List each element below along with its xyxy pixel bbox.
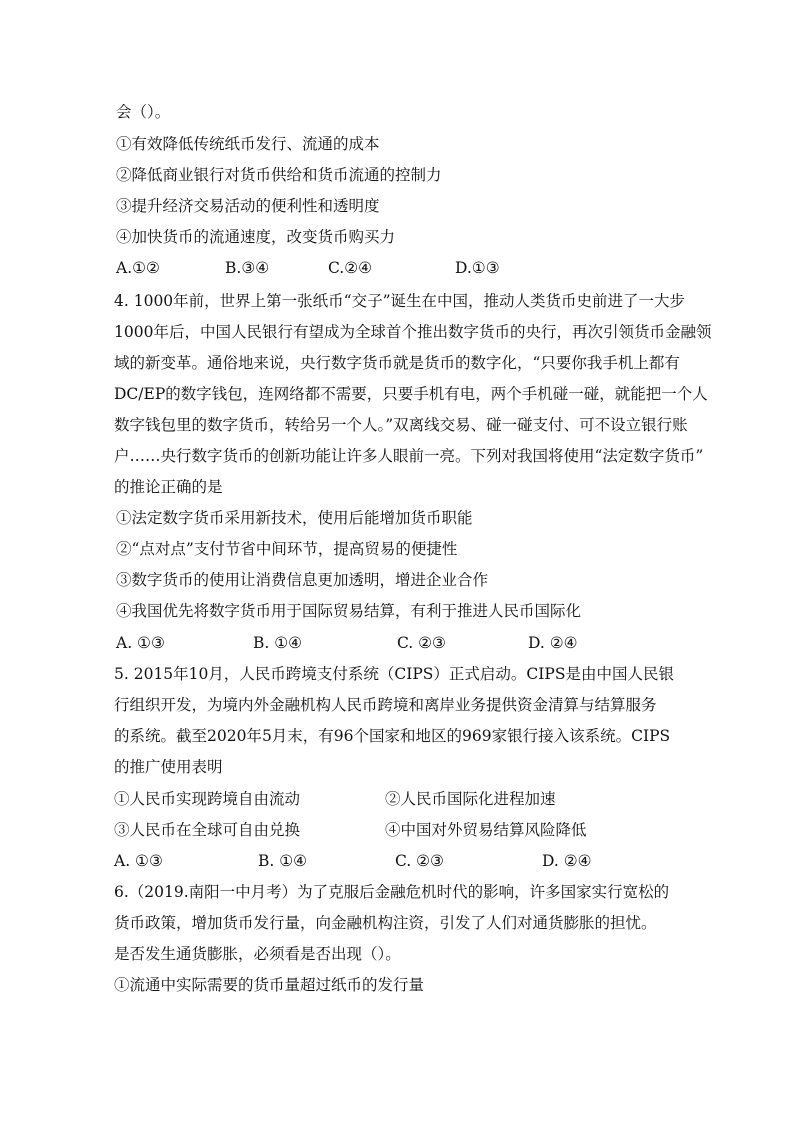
q3-choice-d: D.①③: [455, 259, 500, 277]
q4-choice-b: B. ①④: [253, 634, 303, 652]
q3-stem-tail: 会（）。: [116, 103, 171, 121]
q3-option-1: ①有效降低传统纸币发行、流通的成本: [116, 135, 380, 153]
q4-stem-line-1: 4. 1000年前，世界上第一张纸币“交子”诞生在中国，推动人类货币史前进了一大步: [114, 292, 686, 310]
q3-choice-b: B.③④: [225, 259, 270, 277]
q5-choice-d: D. ②④: [542, 852, 592, 870]
q4-choice-c: C. ②③: [397, 634, 446, 652]
q4-stem-line-4: DC/EP的数字钱包，连网络都不需要，只要手机有电，两个手机碰一碰，就能把一个人: [114, 385, 708, 403]
q4-stem-line-7: 的推论正确的是: [114, 478, 223, 496]
q3-option-3: ③提升经济交易活动的便利性和透明度: [116, 197, 380, 215]
q5-choice-c: C. ②③: [395, 852, 444, 870]
q6-stem-line-1: 6.（2019.南阳一中月考）为了克服后金融危机时代的影响，许多国家实行宽松的: [114, 883, 670, 901]
q4-option-2: ②“点对点”支付节省中间环节，提高贸易的便捷性: [116, 540, 458, 558]
q3-choice-c: C.②④: [328, 259, 373, 277]
q5-stem-line-2: 行组织开发，为境内外金融机构人民币跨境和离岸业务提供资金清算与结算服务: [114, 696, 657, 714]
q6-option-1: ①流通中实际需要的货币量超过纸币的发行量: [114, 976, 425, 994]
q4-stem-line-2: 1000年后，中国人民银行有望成为全球首个推出数字货币的央行，再次引领货币金融领: [114, 323, 712, 341]
q5-choice-b: B. ①④: [258, 852, 308, 870]
q4-stem-line-6: 户……央行数字货币的创新功能让许多人眼前一亮。下列对我国将使用“法定数字货币”: [114, 447, 704, 465]
q4-option-4: ④我国优先将数字货币用于国际贸易结算，有利于推进人民币国际化: [116, 602, 582, 620]
q3-option-4: ④加快货币的流通速度，改变货币购买力: [116, 228, 396, 246]
q5-stem-line-3: 的系统。截至2020年5月末，有96个国家和地区的969家银行接入该系统。CIPS: [114, 727, 671, 745]
q5-option-4: ④中国对外贸易结算风险降低: [385, 821, 587, 839]
q4-stem-line-3: 域的新变革。通俗地来说，央行数字货币就是货币的数字化，“只要你我手机上都有: [114, 354, 680, 372]
q5-choice-a: A. ①③: [114, 852, 163, 870]
q5-stem-line-1: 5. 2015年10月，人民币跨境支付系统（CIPS）正式启动。CIPS是由中国人民银: [114, 665, 674, 683]
q4-option-1: ①法定数字货币采用新技术，使用后能增加货币职能: [116, 509, 473, 527]
q5-option-2: ②人民币国际化进程加速: [385, 790, 556, 808]
q5-stem-line-4: 的推广使用表明: [114, 758, 223, 776]
q3-choice-a: A.①②: [116, 259, 160, 277]
q6-stem-line-2: 货币政策，增加货币发行量，向金融机构注资，引发了人们对通货膨胀的担忧。: [114, 914, 657, 932]
q5-option-3: ③人民币在全球可自由兑换: [114, 821, 301, 839]
q4-choice-d: D. ②④: [528, 634, 578, 652]
q6-stem-line-3: 是否发生通货膨胀，必须看是否出现（）。: [114, 945, 401, 963]
q4-choice-a: A. ①③: [116, 634, 165, 652]
q4-stem-line-5: 数字钱包里的数字货币，转给另一个人。”双离线交易、碰一碰支付、可不设立银行账: [114, 416, 688, 434]
q5-option-1: ①人民币实现跨境自由流动: [114, 790, 301, 808]
q3-option-2: ②降低商业银行对货币供给和货币流通的控制力: [116, 166, 442, 184]
q4-option-3: ③数字货币的使用让消费信息更加透明，增进企业合作: [116, 571, 489, 589]
